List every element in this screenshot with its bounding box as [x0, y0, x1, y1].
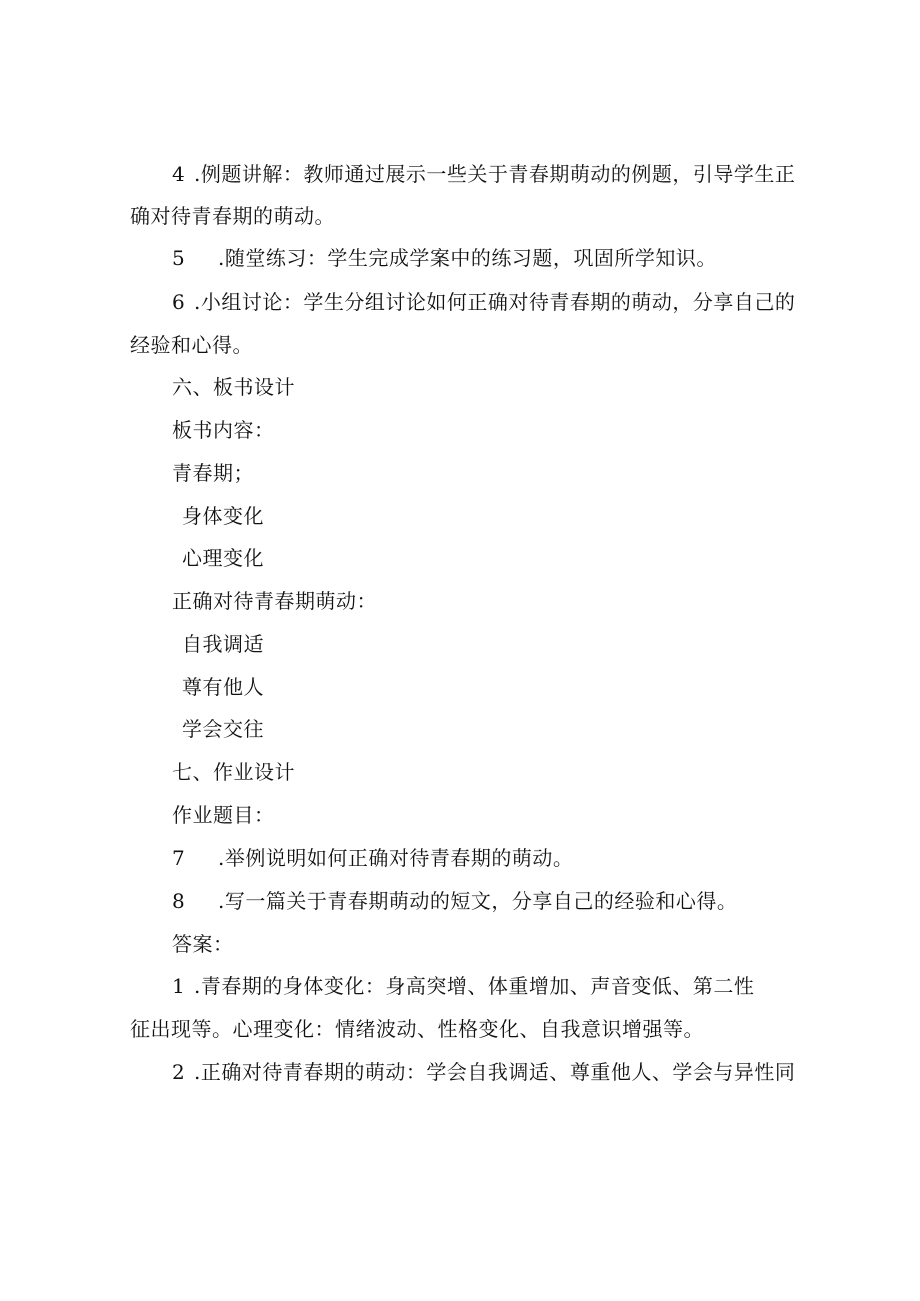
item-number: 2: [172, 1060, 186, 1084]
section-heading-homework: 七、作业设计: [172, 760, 295, 784]
item-number: 8: [172, 889, 186, 913]
homework-item-7: [172, 846, 573, 870]
item-number: 5: [172, 246, 186, 270]
answer-2-line1: [172, 1060, 795, 1084]
board-topic-attitude: 正确对待青春期萌动：: [172, 589, 377, 613]
item-4-line1: [172, 162, 795, 186]
item-text: .随堂练习：学生完成学案中的练习题，巩固所学知识。: [218, 246, 717, 270]
item-text: .例题讲解：教师通过展示一些关于青春期萌动的例题，引导学生正: [194, 162, 796, 186]
homework-item-8: [172, 889, 737, 913]
item-5: [172, 246, 717, 270]
board-subtopic: 心理变化: [182, 546, 264, 570]
board-subtopic: 尊有他人: [182, 675, 264, 699]
board-topic-adolescence: 青春期；: [172, 461, 254, 485]
answer-1-line1: [172, 974, 754, 998]
item-number: 4: [172, 162, 186, 186]
board-subtopic: 自我调适: [182, 632, 264, 656]
item-6-line2: 经验和心得。: [130, 333, 253, 357]
item-text: .正确对待青春期的萌动：学会自我调适、尊重他人、学会与异性同: [194, 1060, 796, 1084]
item-text: .小组讨论：学生分组讨论如何正确对待青春期的萌动，分享自己的: [194, 290, 796, 314]
item-4-line2: 确对待青春期的萌动。: [130, 204, 335, 228]
item-number: 1: [172, 974, 186, 998]
board-content-label: 板书内容：: [172, 418, 275, 442]
item-6-line1: [172, 290, 795, 314]
item-text: .青春期的身体变化：身高突增、体重增加、声音变低、第二性: [194, 974, 755, 998]
item-number: 6: [172, 290, 186, 314]
board-subtopic: 身体变化: [182, 504, 264, 528]
board-subtopic: 学会交往: [182, 717, 264, 741]
section-heading-board: 六、板书设计: [172, 375, 295, 399]
item-text: .举例说明如何正确对待青春期的萌动。: [218, 846, 574, 870]
answer-label: 答案：: [172, 932, 234, 956]
answer-1-line2: 征出现等。心理变化：情绪波动、性格变化、自我意识增强等。: [130, 1017, 704, 1041]
item-text: .写一篇关于青春期萌动的短文，分享自己的经验和心得。: [218, 889, 738, 913]
item-number: 7: [172, 846, 186, 870]
homework-label: 作业题目：: [172, 803, 275, 827]
